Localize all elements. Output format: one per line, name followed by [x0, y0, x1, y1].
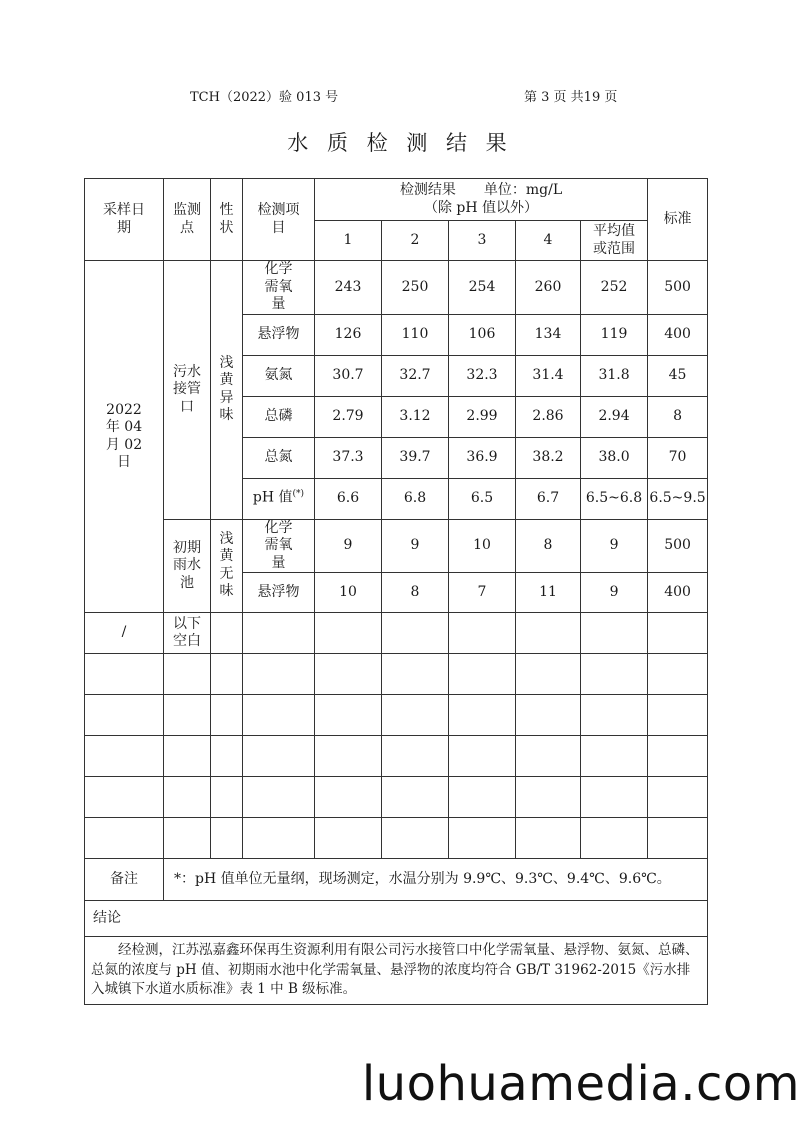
value-cell: 31.4: [516, 355, 581, 396]
header-sample-4: 4: [516, 221, 581, 261]
item-cell: 化学需氧量: [243, 261, 315, 315]
results-table: [84, 178, 708, 1005]
value-cell: 6.6: [315, 478, 382, 519]
remark-label: 备注: [85, 859, 164, 901]
value-cell: 243: [315, 261, 382, 315]
value-cell: 3.12: [382, 396, 449, 437]
value-cell: 39.7: [382, 437, 449, 478]
standard-cell: 400: [648, 573, 708, 613]
value-cell: 134: [516, 314, 581, 355]
conclusion-label: 结论: [85, 901, 708, 937]
value-cell: 110: [382, 314, 449, 355]
item-cell: 总磷: [243, 396, 315, 437]
item-cell: 氨氮: [243, 355, 315, 396]
header-item: 检测项目: [243, 179, 315, 261]
page-info: 第 3 页 共19 页: [524, 90, 618, 105]
average-cell: 31.8: [581, 355, 648, 396]
standard-cell: 6.5~9.5: [648, 478, 708, 519]
sampling-date: 2022 年 04 月 02 日: [85, 261, 164, 613]
watermark: luohuamedia.com: [361, 1056, 800, 1112]
value-cell: 6.7: [516, 478, 581, 519]
standard-cell: 70: [648, 437, 708, 478]
page-title: 水 质 检 测 结 果: [287, 131, 513, 155]
header-sample-1: 1: [315, 221, 382, 261]
header-standard: 标准: [648, 179, 708, 261]
item-cell: 化学需氧量: [243, 519, 315, 573]
header-results-title: 检测结果 单位：mg/L: [399, 182, 563, 198]
value-cell: 9: [382, 519, 449, 573]
value-cell: 32.3: [449, 355, 516, 396]
average-cell: 2.94: [581, 396, 648, 437]
monitoring-point-1: 污水接管口: [164, 261, 211, 520]
standard-cell: 45: [648, 355, 708, 396]
value-cell: 38.2: [516, 437, 581, 478]
value-cell: 6.8: [382, 478, 449, 519]
header-monitoring-point: 监测点: [164, 179, 211, 261]
average-cell: 9: [581, 573, 648, 613]
standard-cell: 500: [648, 519, 708, 573]
header-property: 性状: [211, 179, 243, 261]
average-cell: 6.5~6.8: [581, 478, 648, 519]
property-2: 浅黄无味: [211, 519, 243, 613]
value-cell: 260: [516, 261, 581, 315]
header-results: [315, 179, 648, 221]
value-cell: 9: [315, 519, 382, 573]
ph-footnote-mark: (*): [292, 489, 305, 500]
blank-marker: 以下空白: [164, 613, 211, 654]
value-cell: 2.79: [315, 396, 382, 437]
item-cell: 悬浮物: [243, 573, 315, 613]
property-1: 浅黄异味: [211, 261, 243, 520]
header-sample-2: 2: [382, 221, 449, 261]
value-cell: 8: [382, 573, 449, 613]
item-cell: [243, 478, 315, 519]
standard-cell: 8: [648, 396, 708, 437]
item-cell: 总氮: [243, 437, 315, 478]
average-cell: 9: [581, 519, 648, 573]
value-cell: 11: [516, 573, 581, 613]
monitoring-point-2: 初期雨水池: [164, 519, 211, 613]
header-sample-3: 3: [449, 221, 516, 261]
remark-text: *：pH 值单位无量纲，现场测定，水温分别为 9.9℃、9.3℃、9.4℃、9.6℃。: [164, 859, 708, 901]
blank-date-slash: /: [85, 613, 164, 654]
report-number: TCH（2022）验 013 号: [190, 90, 339, 105]
value-cell: 106: [449, 314, 516, 355]
value-cell: 2.86: [516, 396, 581, 437]
value-cell: 126: [315, 314, 382, 355]
empty-row: [85, 818, 708, 859]
value-cell: 250: [382, 261, 449, 315]
value-cell: 7: [449, 573, 516, 613]
item-cell: 悬浮物: [243, 314, 315, 355]
value-cell: 30.7: [315, 355, 382, 396]
empty-row: [85, 777, 708, 818]
value-cell: 36.9: [449, 437, 516, 478]
standard-cell: 500: [648, 261, 708, 315]
value-cell: 2.99: [449, 396, 516, 437]
value-cell: 10: [315, 573, 382, 613]
value-cell: 37.3: [315, 437, 382, 478]
item-label: pH 值: [252, 490, 293, 507]
empty-row: [85, 736, 708, 777]
empty-row: [85, 695, 708, 736]
conclusion-text: 经检测，江苏泓嘉鑫环保再生资源利用有限公司污水接管口中化学需氧量、悬浮物、氨氮、总磷、总氮的浓度与 pH 值、初期雨水池中化学需氧量、悬浮物的浓度均符合 GB/T 31962-2015《污水排入城镇下水道水质标准》表 1 中 B 级标准。: [85, 937, 708, 1005]
average-cell: 252: [581, 261, 648, 315]
header-average: 平均值或范围: [581, 221, 648, 261]
header-sampling-date: 采样日期: [85, 179, 164, 261]
value-cell: 32.7: [382, 355, 449, 396]
average-cell: 119: [581, 314, 648, 355]
standard-cell: 400: [648, 314, 708, 355]
value-cell: 6.5: [449, 478, 516, 519]
empty-row: [85, 654, 708, 695]
value-cell: 8: [516, 519, 581, 573]
average-cell: 38.0: [581, 437, 648, 478]
value-cell: 10: [449, 519, 516, 573]
header-results-subtitle: （除 pH 值以外）: [423, 199, 539, 216]
value-cell: 254: [449, 261, 516, 315]
